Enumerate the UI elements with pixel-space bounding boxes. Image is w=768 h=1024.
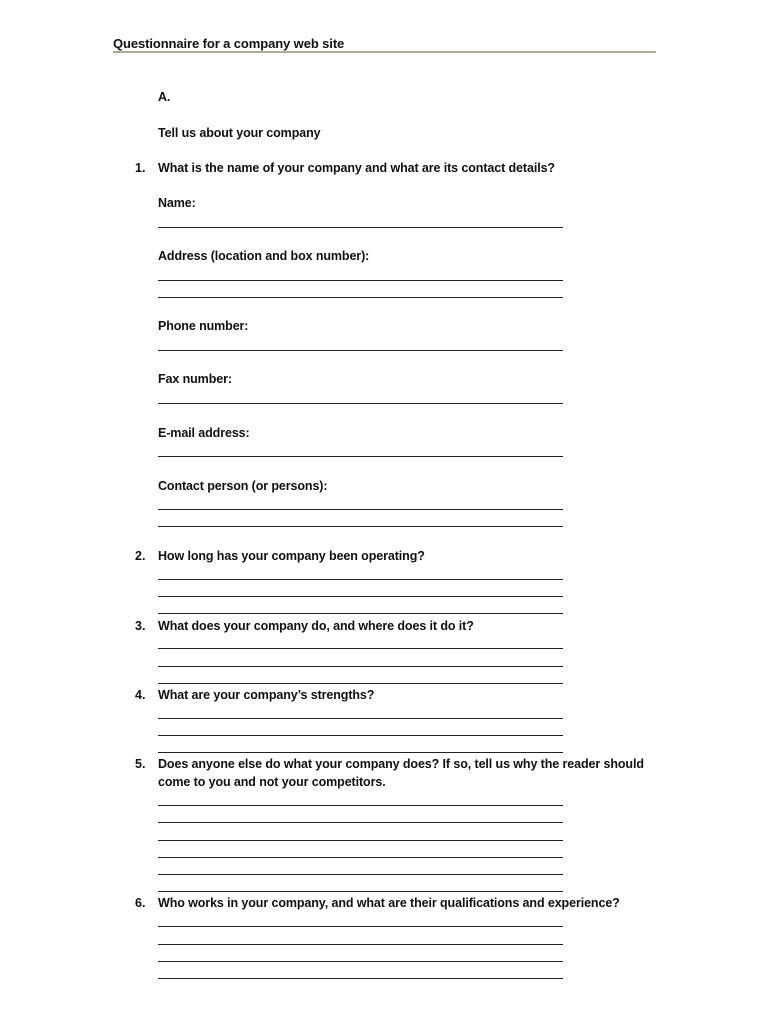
answer-line[interactable]	[158, 613, 563, 614]
answer-line[interactable]	[158, 857, 563, 858]
answer-line[interactable]	[158, 822, 563, 823]
question-1-text: What is the name of your company and what are its contact details?	[158, 161, 555, 175]
field-label-name: Name:	[158, 196, 196, 210]
question-4-text: What are your company’s strengths?	[158, 688, 375, 702]
answer-line[interactable]	[158, 666, 563, 667]
answer-line[interactable]	[158, 718, 563, 719]
answer-line[interactable]	[158, 752, 563, 753]
answer-line[interactable]	[158, 840, 563, 841]
question-4-number: 4.	[135, 688, 146, 702]
field-label-phone: Phone number:	[158, 319, 249, 333]
question-5-text-line2: come to you and not your competitors.	[158, 775, 386, 789]
field-label-fax: Fax number:	[158, 372, 232, 386]
answer-line[interactable]	[158, 926, 563, 927]
answer-line[interactable]	[158, 805, 563, 806]
answer-line[interactable]	[158, 227, 563, 228]
answer-line[interactable]	[158, 579, 563, 580]
answer-line[interactable]	[158, 596, 563, 597]
answer-line[interactable]	[158, 526, 563, 527]
answer-line[interactable]	[158, 891, 563, 892]
answer-line[interactable]	[158, 735, 563, 736]
answer-line[interactable]	[158, 683, 563, 684]
answer-line[interactable]	[158, 648, 563, 649]
answer-line[interactable]	[158, 350, 563, 351]
question-2-text: How long has your company been operating?	[158, 549, 425, 563]
question-1-number: 1.	[135, 161, 146, 175]
answer-line[interactable]	[158, 509, 563, 510]
answer-line[interactable]	[158, 944, 563, 945]
answer-line[interactable]	[158, 978, 563, 979]
answer-line[interactable]	[158, 403, 563, 404]
question-6-number: 6.	[135, 896, 146, 910]
answer-line[interactable]	[158, 874, 563, 875]
field-label-address: Address (location and box number):	[158, 249, 370, 263]
question-2-number: 2.	[135, 549, 146, 563]
question-5-text-line1: Does anyone else do what your company does? If so, tell us why the reader should	[158, 757, 644, 771]
question-3-text: What does your company do, and where does it do it?	[158, 619, 474, 633]
section-letter: A.	[158, 90, 171, 104]
answer-line[interactable]	[158, 297, 563, 298]
answer-line[interactable]	[158, 961, 563, 962]
question-5-number: 5.	[135, 757, 146, 771]
field-label-contact-person: Contact person (or persons):	[158, 479, 328, 493]
header-rule	[113, 51, 656, 53]
section-title: Tell us about your company	[158, 126, 321, 140]
answer-line[interactable]	[158, 456, 563, 457]
question-6-text: Who works in your company, and what are their qualifications and experience?	[158, 896, 620, 910]
question-3-number: 3.	[135, 619, 146, 633]
answer-line[interactable]	[158, 280, 563, 281]
field-label-email: E-mail address:	[158, 426, 250, 440]
page-header: Questionnaire for a company web site	[113, 36, 345, 51]
